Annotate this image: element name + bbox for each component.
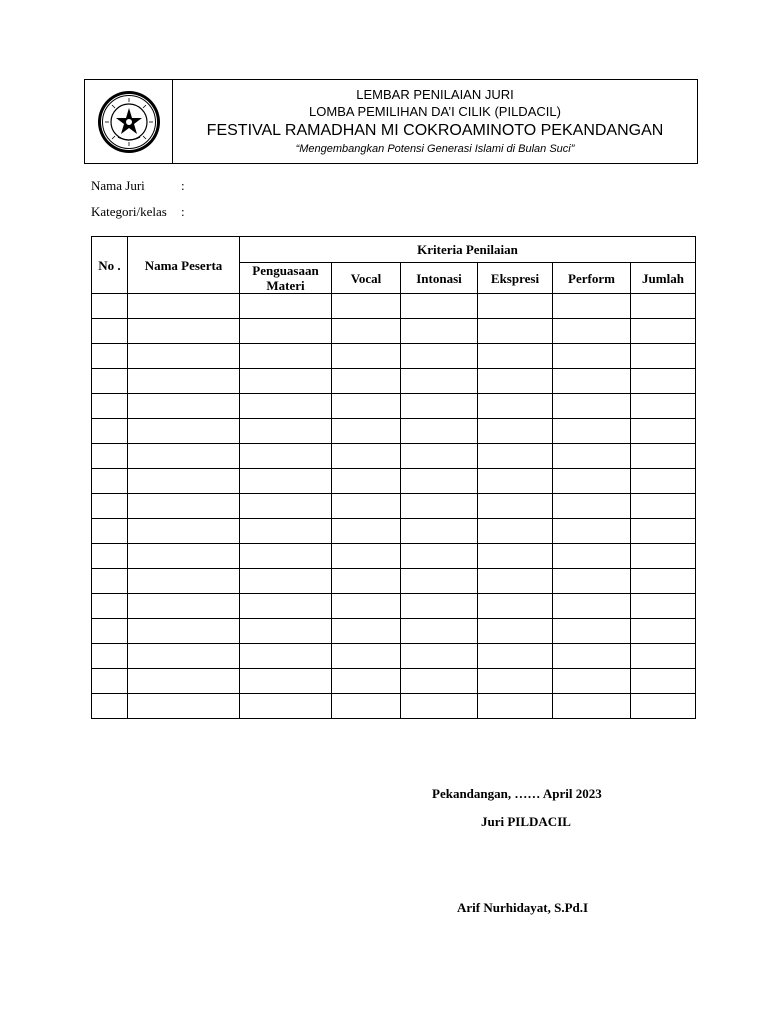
- table-cell: [478, 644, 553, 669]
- table-cell: [128, 544, 240, 569]
- table-row: [92, 544, 696, 569]
- table-cell: [553, 619, 631, 644]
- table-cell: [128, 569, 240, 594]
- table-cell: [128, 694, 240, 719]
- criteria-group-header: Kriteria Penilaian: [240, 237, 696, 263]
- title-cell: [173, 80, 697, 163]
- table-cell: [553, 394, 631, 419]
- criteria-header: Ekspresi: [478, 263, 553, 294]
- table-cell: [240, 444, 332, 469]
- table-cell: [401, 694, 478, 719]
- tagline: “Mengembangkan Potensi Generasi Islami di Bulan Suci”: [295, 143, 575, 155]
- table-cell: [631, 669, 696, 694]
- table-cell: [631, 644, 696, 669]
- table-cell: [553, 344, 631, 369]
- table-cell: [92, 594, 128, 619]
- table-cell: [128, 519, 240, 544]
- table-cell: [92, 444, 128, 469]
- table-cell: [240, 394, 332, 419]
- table-cell: [553, 644, 631, 669]
- form-title: LEMBAR PENILAIAN JURI: [356, 87, 514, 102]
- table-cell: [332, 644, 401, 669]
- table-cell: [553, 444, 631, 469]
- table-row: [92, 344, 696, 369]
- nama-juri-field: [91, 178, 185, 194]
- table-cell: [478, 444, 553, 469]
- table-cell: [553, 519, 631, 544]
- table-cell: [332, 544, 401, 569]
- table-cell: [553, 594, 631, 619]
- table-cell: [631, 494, 696, 519]
- table-row: [92, 619, 696, 644]
- table-cell: [128, 444, 240, 469]
- table-cell: [92, 344, 128, 369]
- table-cell: [128, 619, 240, 644]
- table-cell: [553, 494, 631, 519]
- table-cell: [478, 594, 553, 619]
- table-cell: [332, 619, 401, 644]
- table-cell: [240, 419, 332, 444]
- table-cell: [631, 544, 696, 569]
- criteria-header: Vocal: [332, 263, 401, 294]
- table-cell: [553, 469, 631, 494]
- table-cell: [631, 419, 696, 444]
- table-row: [92, 669, 696, 694]
- table-cell: [128, 644, 240, 669]
- table-row: [92, 569, 696, 594]
- table-cell: [631, 519, 696, 544]
- table-cell: [240, 344, 332, 369]
- table-cell: [478, 419, 553, 444]
- table-row: [92, 444, 696, 469]
- table-cell: [631, 469, 696, 494]
- table-cell: [128, 294, 240, 319]
- table-row: [92, 369, 696, 394]
- festival-title: FESTIVAL RAMADHAN MI COKROAMINOTO PEKANDANGAN: [206, 122, 664, 139]
- nama-juri-label: Nama Juri: [91, 178, 145, 193]
- jury-role: Juri PILDACIL: [481, 814, 571, 829]
- competition-title: LOMBA PEMILIHAN DA’I CILIK (PILDACIL): [309, 104, 561, 119]
- table-cell: [332, 494, 401, 519]
- table-cell: [240, 594, 332, 619]
- table-row: [92, 394, 696, 419]
- table-cell: [401, 544, 478, 569]
- criteria-header: Jumlah: [631, 263, 696, 294]
- table-cell: [332, 569, 401, 594]
- table-cell: [128, 394, 240, 419]
- table-cell: [553, 319, 631, 344]
- table-cell: [240, 519, 332, 544]
- table-row: [92, 319, 696, 344]
- table-cell: [401, 519, 478, 544]
- table-cell: [478, 494, 553, 519]
- table-cell: [92, 669, 128, 694]
- table-cell: [631, 444, 696, 469]
- table-row: [92, 469, 696, 494]
- table-cell: [332, 669, 401, 694]
- table-cell: [240, 619, 332, 644]
- table-cell: [332, 419, 401, 444]
- score-table-body: [92, 294, 696, 719]
- table-cell: [240, 644, 332, 669]
- table-cell: [92, 519, 128, 544]
- table-cell: [631, 594, 696, 619]
- table-cell: [332, 694, 401, 719]
- nama-juri-sep: :: [181, 178, 185, 193]
- table-cell: [401, 319, 478, 344]
- table-cell: [92, 319, 128, 344]
- table-row: [92, 594, 696, 619]
- table-cell: [631, 619, 696, 644]
- table-cell: [128, 344, 240, 369]
- col-nama-header: Nama Peserta: [128, 237, 240, 294]
- table-cell: [92, 619, 128, 644]
- table-cell: [128, 369, 240, 394]
- table-cell: [401, 419, 478, 444]
- table-cell: [128, 319, 240, 344]
- table-cell: [332, 444, 401, 469]
- table-cell: [128, 419, 240, 444]
- place-date: Pekandangan, …… April 2023: [432, 786, 602, 801]
- table-cell: [478, 344, 553, 369]
- table-cell: [128, 594, 240, 619]
- table-cell: [401, 394, 478, 419]
- table-cell: [401, 344, 478, 369]
- table-cell: [553, 419, 631, 444]
- criteria-header: Intonasi: [401, 263, 478, 294]
- table-cell: [401, 294, 478, 319]
- table-cell: [332, 369, 401, 394]
- table-cell: [92, 569, 128, 594]
- table-cell: [478, 669, 553, 694]
- table-cell: [92, 294, 128, 319]
- table-cell: [332, 394, 401, 419]
- table-cell: [478, 469, 553, 494]
- table-row: [92, 519, 696, 544]
- table-cell: [478, 369, 553, 394]
- table-row: [92, 294, 696, 319]
- table-cell: [240, 294, 332, 319]
- table-cell: [553, 544, 631, 569]
- table-cell: [401, 594, 478, 619]
- table-cell: [478, 619, 553, 644]
- table-cell: [332, 594, 401, 619]
- table-cell: [401, 569, 478, 594]
- table-cell: [553, 569, 631, 594]
- table-cell: [401, 369, 478, 394]
- logo-cell: [85, 80, 173, 163]
- table-cell: [92, 644, 128, 669]
- table-cell: [401, 444, 478, 469]
- table-cell: [478, 394, 553, 419]
- table-row: [92, 694, 696, 719]
- jury-name: Arif Nurhidayat, S.Pd.I: [457, 900, 589, 915]
- table-cell: [401, 619, 478, 644]
- table-cell: [553, 669, 631, 694]
- table-cell: [478, 294, 553, 319]
- table-cell: [128, 669, 240, 694]
- table-cell: [631, 344, 696, 369]
- table-cell: [128, 494, 240, 519]
- table-cell: [240, 569, 332, 594]
- table-row: [92, 419, 696, 444]
- table-cell: [553, 294, 631, 319]
- kategori-label: Kategori/kelas: [91, 204, 167, 219]
- table-cell: [92, 544, 128, 569]
- table-cell: [92, 694, 128, 719]
- score-table: [91, 236, 696, 719]
- table-cell: [240, 494, 332, 519]
- kategori-sep: :: [181, 204, 185, 219]
- table-cell: [240, 669, 332, 694]
- table-cell: [631, 369, 696, 394]
- table-cell: [553, 694, 631, 719]
- table-cell: [332, 294, 401, 319]
- table-row: [92, 644, 696, 669]
- table-cell: [92, 419, 128, 444]
- table-cell: [240, 694, 332, 719]
- table-cell: [553, 369, 631, 394]
- table-cell: [631, 569, 696, 594]
- table-cell: [478, 319, 553, 344]
- table-cell: [332, 469, 401, 494]
- table-cell: [478, 694, 553, 719]
- table-cell: [332, 519, 401, 544]
- col-no-header: No .: [92, 237, 128, 294]
- table-cell: [128, 469, 240, 494]
- table-cell: [631, 694, 696, 719]
- table-cell: [631, 394, 696, 419]
- table-cell: [478, 569, 553, 594]
- table-cell: [401, 669, 478, 694]
- table-cell: [332, 319, 401, 344]
- table-cell: [92, 469, 128, 494]
- table-cell: [478, 544, 553, 569]
- header-box: [84, 79, 698, 164]
- table-cell: [92, 494, 128, 519]
- table-cell: [401, 644, 478, 669]
- table-cell: [401, 469, 478, 494]
- table-row: [92, 494, 696, 519]
- table-cell: [240, 544, 332, 569]
- table-cell: [92, 369, 128, 394]
- table-cell: [240, 369, 332, 394]
- school-emblem-icon: [96, 89, 162, 155]
- table-cell: [631, 294, 696, 319]
- criteria-header: Penguasaan Materi: [240, 263, 332, 294]
- kategori-field: [91, 204, 185, 220]
- table-cell: [240, 469, 332, 494]
- table-cell: [478, 519, 553, 544]
- table-cell: [401, 494, 478, 519]
- table-cell: [631, 319, 696, 344]
- table-cell: [92, 394, 128, 419]
- criteria-header: Perform: [553, 263, 631, 294]
- table-cell: [332, 344, 401, 369]
- table-cell: [240, 319, 332, 344]
